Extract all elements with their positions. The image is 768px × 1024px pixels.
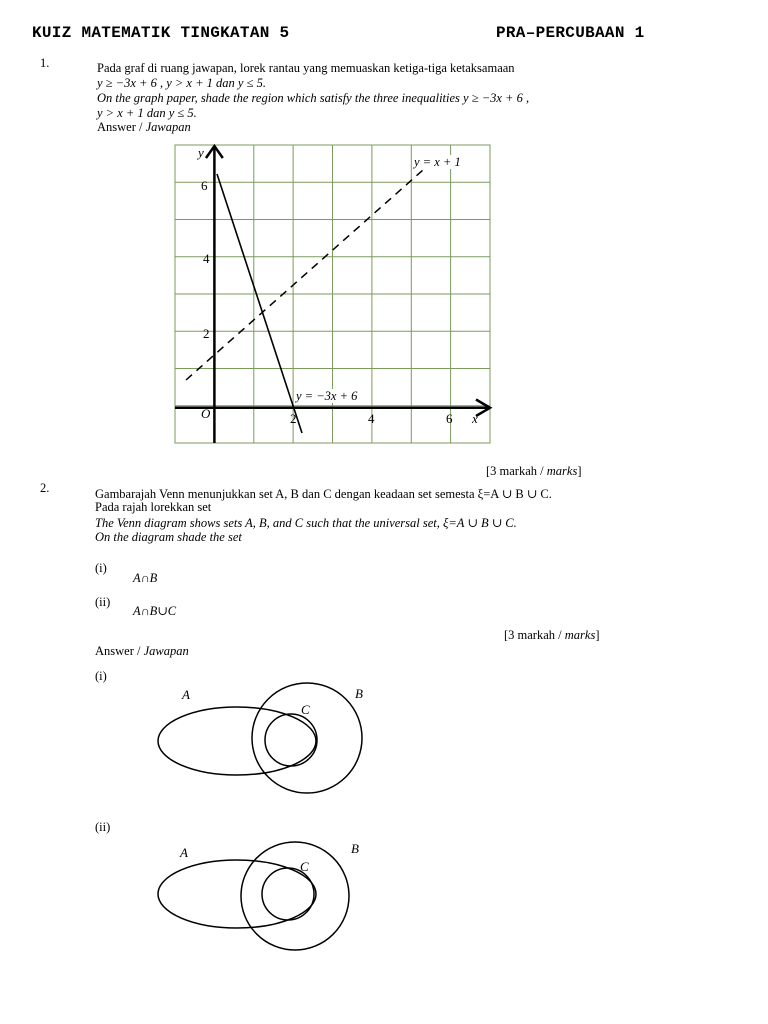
q2-part-i-label: (i) bbox=[95, 561, 107, 575]
q2-text-malay: Gambarajah Venn menunjukkan set A, B dan C dengan keadaan set semesta ξ=A ∪ B ∪ C. bbox=[95, 487, 552, 501]
set-a-label: A bbox=[182, 687, 190, 702]
q2-marks bbox=[504, 628, 599, 643]
set-c-circle bbox=[262, 868, 314, 920]
marks-text: [3 markah / bbox=[486, 464, 547, 478]
marks-text-end: ] bbox=[595, 628, 600, 642]
origin-label: O bbox=[201, 406, 211, 421]
marks-text: [3 markah / bbox=[504, 628, 565, 642]
marks-text-end: ] bbox=[577, 464, 582, 478]
answer-text-italic: Jawapan bbox=[145, 120, 191, 134]
y-tick-6: 6 bbox=[201, 178, 208, 193]
line-solid-y-eq-minus3x-plus6 bbox=[217, 174, 302, 433]
set-b-label: B bbox=[351, 841, 359, 856]
q2-answer-label bbox=[95, 644, 189, 659]
q1-inequalities-malay: y ≥ −3x + 6 , y > x + 1 dan y ≤ 5. bbox=[97, 76, 266, 90]
marks-text-italic: marks bbox=[564, 628, 596, 642]
line-dashed-y-eq-x-plus1 bbox=[186, 162, 432, 380]
q2-text-english: The Venn diagram shows sets A, B, and C such that the universal set, ξ=A ∪ B ∪ C. bbox=[95, 516, 517, 530]
q2-part-ii-expr: A∩B∪C bbox=[133, 604, 177, 618]
set-c-circle bbox=[265, 714, 317, 766]
set-a-label: A bbox=[180, 845, 188, 860]
q1-text-malay: Pada graf di ruang jawapan, lorek rantau yang memuaskan ketiga-tiga ketaksamaan bbox=[97, 61, 515, 75]
answer-text-italic: Jawapan bbox=[143, 644, 189, 658]
q2-part-i-expr: A∩B bbox=[133, 571, 158, 585]
q1-number: 1. bbox=[40, 56, 50, 70]
q2-text-malay-2: Pada rajah lorekkan set bbox=[95, 500, 212, 514]
q2-part-ii-label: (ii) bbox=[95, 595, 111, 609]
dashed-line-label: y = x + 1 bbox=[414, 155, 461, 169]
q1-text-english-2: y > x + 1 dan y ≤ 5. bbox=[97, 106, 197, 120]
y-tick-2: 2 bbox=[203, 326, 210, 341]
set-b-circle bbox=[252, 683, 362, 793]
set-a-ellipse bbox=[158, 707, 316, 775]
q2-text-english-2: On the diagram shade the set bbox=[95, 530, 242, 544]
x-tick-2: 2 bbox=[290, 411, 297, 426]
q1-answer-label bbox=[97, 120, 191, 135]
x-tick-6: 6 bbox=[446, 411, 453, 426]
x-axis-label: x bbox=[472, 411, 478, 426]
set-a-ellipse bbox=[158, 860, 316, 928]
marks-text-italic: marks bbox=[546, 464, 578, 478]
set-c-label: C bbox=[301, 702, 310, 717]
quiz-title: KUIZ MATEMATIK TINGKATAN 5 bbox=[32, 24, 290, 42]
q1-text-english: On the graph paper, shade the region which satisfy the three inequalities y ≥ −3x + 6 , bbox=[97, 91, 530, 105]
y-axis-label: y bbox=[198, 145, 204, 160]
venn-diagram-ii bbox=[150, 838, 390, 968]
q2-number: 2. bbox=[40, 481, 50, 495]
venn-i-label: (i) bbox=[95, 669, 107, 683]
q1-graph bbox=[170, 140, 500, 450]
answer-text: Answer / bbox=[97, 120, 146, 134]
exam-title: PRA–PERCUBAAN 1 bbox=[496, 24, 645, 42]
x-tick-4: 4 bbox=[368, 411, 375, 426]
set-b-label: B bbox=[355, 686, 363, 701]
set-b-circle bbox=[241, 842, 349, 950]
answer-text: Answer / bbox=[95, 644, 144, 658]
set-c-label: C bbox=[300, 859, 309, 874]
y-tick-4: 4 bbox=[203, 251, 210, 266]
solid-line-label: y = −3x + 6 bbox=[296, 389, 358, 403]
q1-marks bbox=[486, 464, 581, 479]
venn-ii-label: (ii) bbox=[95, 820, 111, 834]
venn-diagram-i bbox=[150, 680, 390, 810]
